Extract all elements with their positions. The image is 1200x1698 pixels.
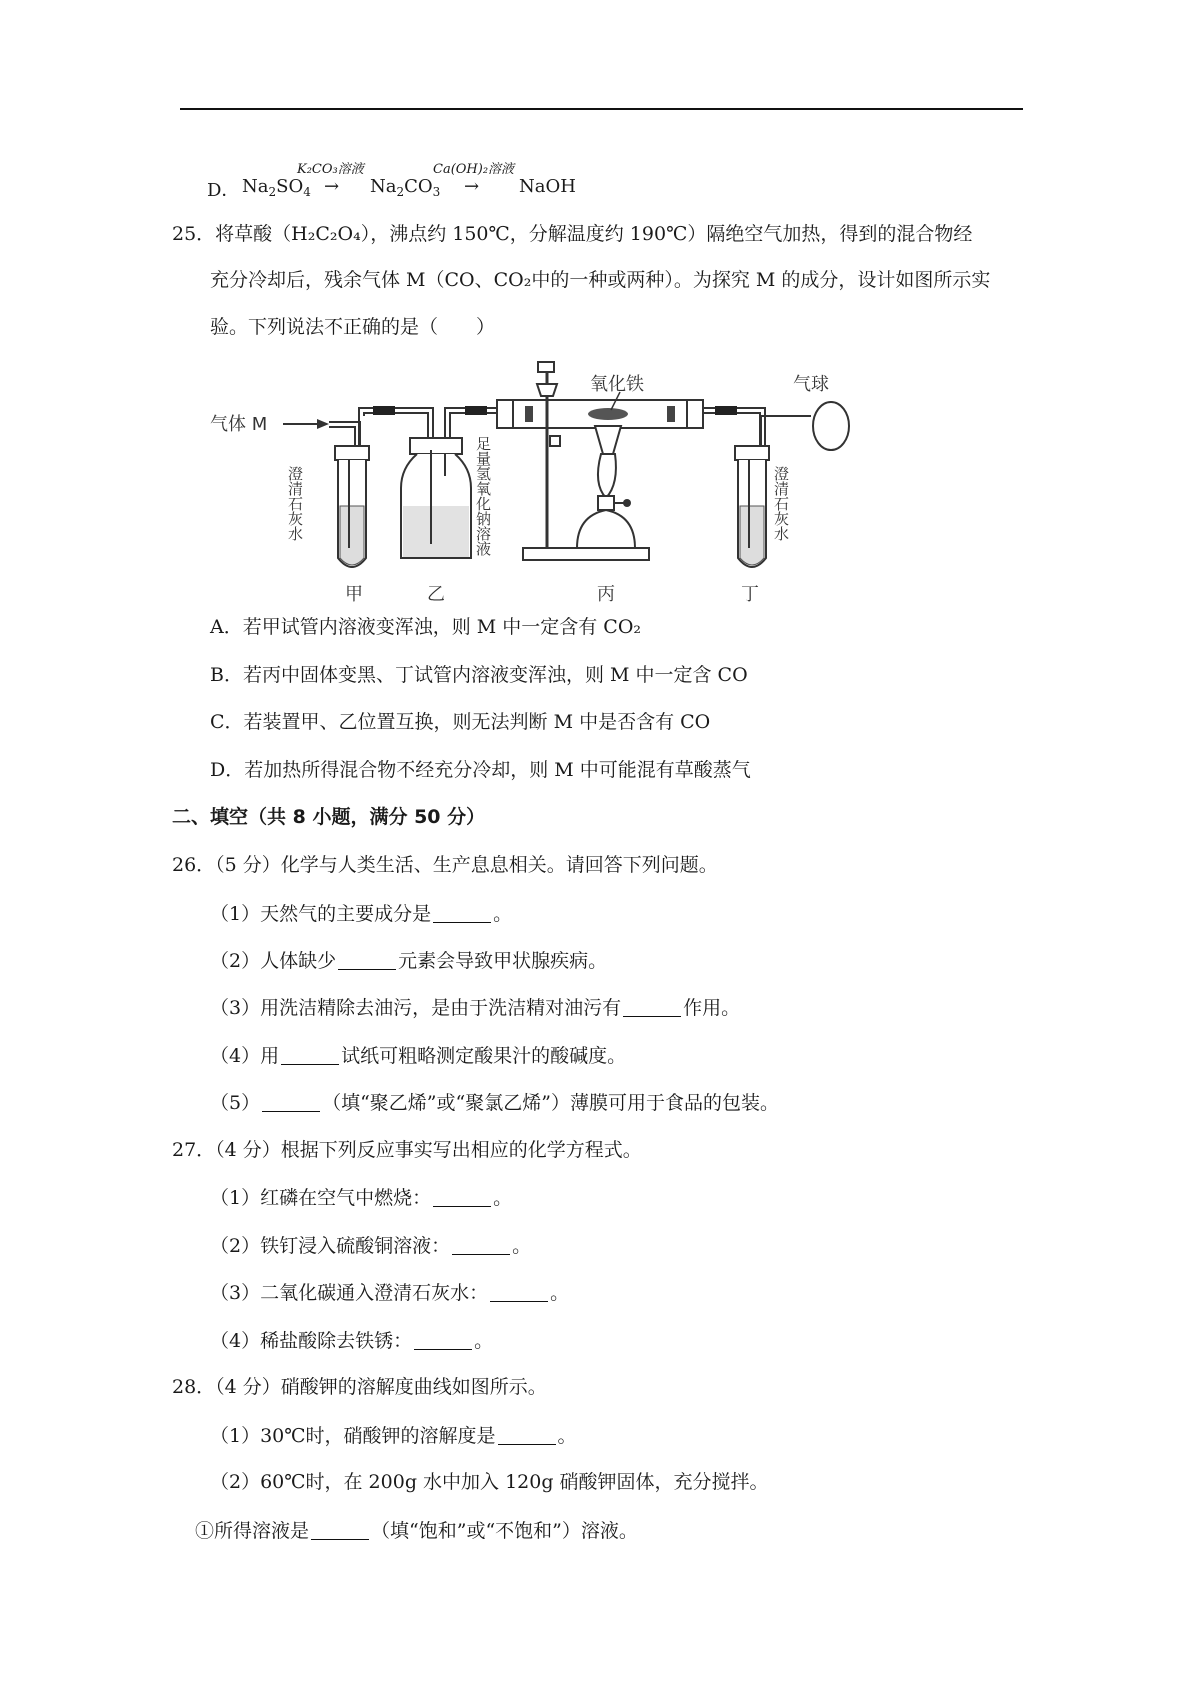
- q25-option-b: B．若丙中固体变黑、丁试管内溶液变浑浊，则 M 中一定含 CO: [210, 664, 748, 686]
- label-yi: 乙: [427, 584, 445, 604]
- gas-wash-bottle-yi: [401, 438, 471, 558]
- experiment-apparatus-figure: [205, 356, 895, 604]
- q25-option-a: A．若甲试管内溶液变浑浊，则 M 中一定含有 CO₂: [210, 616, 642, 638]
- answer-blank[interactable]: [281, 1046, 339, 1065]
- label-ding: 丁: [741, 584, 759, 604]
- q25-line3: 验。下列说法不正确的是（ ）: [210, 316, 496, 338]
- q27-item1: （1）红磷在空气中燃烧： 。: [210, 1187, 513, 1209]
- header-rule: [180, 108, 1023, 110]
- limewater-label-jia: 澄清石灰水: [286, 466, 304, 541]
- q28-stem: 28．（4 分）硝酸钾的溶解度曲线如图所示。: [172, 1376, 547, 1398]
- q26-item5: （5） （填“聚乙烯”或“聚氯乙烯”）薄膜可用于食品的包装。: [210, 1092, 779, 1114]
- q28-item1: （1）30℃时，硝酸钾的溶解度是 。: [210, 1425, 577, 1447]
- q27-stem: 27．（4 分）根据下列反应事实写出相应的化学方程式。: [172, 1139, 642, 1161]
- q27-item2: （2）铁钉浸入硫酸铜溶液： 。: [210, 1235, 532, 1257]
- reaction-arrow-2: →: [464, 176, 480, 197]
- q28-item2: （2）60℃时，在 200g 水中加入 120g 硝酸钾固体，充分搅拌。: [210, 1471, 769, 1493]
- test-tube-jia: [335, 416, 369, 567]
- limewater-label-ding: 澄清石灰水: [772, 466, 790, 541]
- answer-blank[interactable]: [414, 1331, 472, 1350]
- q26-item2: （2）人体缺少 元素会导致甲状腺疾病。: [210, 950, 608, 972]
- reagent-k2co3: K₂CO₃溶液: [297, 162, 364, 177]
- q25-line1: 25．将草酸（H₂C₂O₄），沸点约 150℃，分解温度约 190℃）隔绝空气加热，得到的混合物经: [172, 223, 973, 245]
- q26-item3: （3）用洗洁精除去油污，是由于洗洁精对油污有 作用。: [210, 997, 741, 1019]
- option-d-label: D．: [207, 180, 240, 201]
- iron-oxide-label: 氧化铁: [590, 374, 644, 395]
- gas-m-label: 气体 M: [210, 414, 268, 435]
- test-tube-ding: [735, 416, 801, 567]
- answer-blank[interactable]: [262, 1093, 320, 1112]
- reagent-caoh2: Ca(OH)₂溶液: [433, 162, 515, 177]
- answer-blank[interactable]: [433, 1188, 491, 1207]
- section-title: 二、填空（共 8 小题，满分 50 分）: [172, 806, 486, 828]
- label-jia: 甲: [345, 584, 363, 604]
- reaction-arrow-1: →: [324, 176, 340, 197]
- q25-option-c: C．若装置甲、乙位置互换，则无法判断 M 中是否含有 CO: [210, 711, 711, 733]
- answer-blank[interactable]: [311, 1521, 369, 1540]
- answer-blank[interactable]: [623, 998, 681, 1017]
- q27-item4: （4）稀盐酸除去铁锈： 。: [210, 1330, 494, 1352]
- q27-item3: （3）二氧化碳通入澄清石灰水： 。: [210, 1282, 570, 1304]
- q25-option-d: D．若加热所得混合物不经充分冷却，则 M 中可能混有草酸蒸气: [210, 759, 751, 781]
- label-bing: 丙: [597, 584, 615, 604]
- answer-blank[interactable]: [498, 1426, 556, 1445]
- q25-line2: 充分冷却后，残余气体 M（CO、CO₂中的一种或两种）。为探究 M 的成分，设计如图所示实: [210, 269, 991, 291]
- q26-stem: 26．（5 分）化学与人类生活、生产息息相关。请回答下列问题。: [172, 854, 718, 876]
- q26-item1: （1）天然气的主要成分是 。: [210, 903, 513, 925]
- q26-item4: （4）用 试纸可粗略测定酸果汁的酸碱度。: [210, 1045, 627, 1067]
- balloon-label: 气球: [793, 374, 829, 395]
- formula-na2so4: $Na_2SO_4$: [242, 176, 311, 199]
- answer-blank[interactable]: [338, 951, 396, 970]
- formula-na2co3: $Na_2CO_3$: [370, 176, 441, 199]
- naoh-solution-label: 足量氢氧化钠溶液: [474, 436, 492, 556]
- answer-blank[interactable]: [433, 904, 491, 923]
- answer-blank[interactable]: [490, 1283, 548, 1302]
- formula-naoh: NaOH: [519, 176, 576, 197]
- balloon: [801, 402, 849, 450]
- answer-blank[interactable]: [452, 1236, 510, 1255]
- q28-item3: ①所得溶液是 （填“饱和”或“不饱和”）溶液。: [195, 1520, 638, 1542]
